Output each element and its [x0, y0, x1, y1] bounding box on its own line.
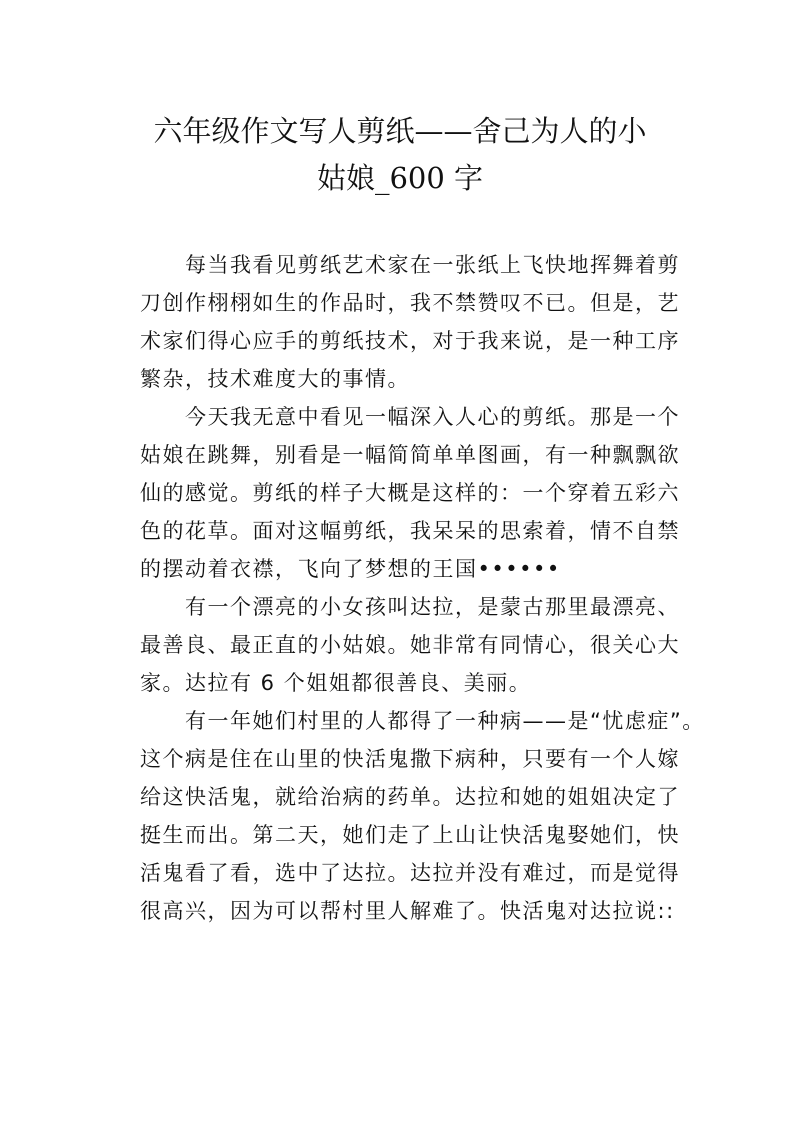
paragraph-4-line-2: 这个病是住在山里的快活鬼撒下病种，只要有一个人嫁	[140, 747, 680, 771]
document-title	[120, 108, 680, 202]
paragraph-4-line-4: 挺生而出。第二天，她们走了上山让快活鬼娶她们，快	[140, 823, 680, 847]
paragraph-2-line-2: 姑娘在跳舞，别看是一幅简简单单图画，有一种飘飘欲	[140, 443, 680, 467]
paragraph-2-line-4: 色的花草。面对这幅剪纸，我呆呆的思索着，情不自禁	[140, 519, 680, 543]
paragraph-1-line-2: 刀创作栩栩如生的作品时，我不禁赞叹不已。但是，艺	[140, 291, 680, 315]
paragraph-4-line-3: 给这快活鬼，就给治病的药单。达拉和她的姐姐决定了	[140, 785, 680, 809]
paragraph-3-line-2: 最善良、最正直的小姑娘。她非常有同情心，很关心大	[140, 633, 680, 657]
paragraph-4-line-1: 有一年她们村里的人都得了一种病——是“忧虑症”。	[185, 709, 705, 733]
paragraph-1-line-1: 每当我看见剪纸艺术家在一张纸上飞快地挥舞着剪	[185, 253, 680, 277]
title-line-2: 姑娘_600 字	[316, 161, 484, 195]
document-body	[140, 246, 705, 930]
paragraph-2-line-1: 今天我无意中看见一幅深入人心的剪纸。那是一个	[185, 405, 680, 429]
paragraph-3-line-3: 家。达拉有 6 个姐姐都很善良、美丽。	[140, 671, 532, 695]
paragraph-1-line-3: 术家们得心应手的剪纸技术，对于我来说，是一种工序	[140, 329, 680, 353]
paragraph-4-line-6: 很高兴，因为可以帮村里人解难了。快活鬼对达拉说::	[140, 899, 675, 923]
paragraph-2-line-3: 仙的感觉。剪纸的样子大概是这样的：一个穿着五彩六	[140, 481, 680, 505]
paragraph-1-line-4: 繁杂，技术难度大的事情。	[140, 367, 410, 391]
title-line-1: 六年级作文写人剪纸——舍己为人的小	[153, 114, 647, 148]
paragraph-2-line-5: 的摆动着衣襟，飞向了梦想的王国••••••	[140, 557, 561, 581]
paragraph-4-line-5: 活鬼看了看，选中了达拉。达拉并没有难过，而是觉得	[140, 861, 680, 885]
paragraph-3-line-1: 有一个漂亮的小女孩叫达拉，是蒙古那里最漂亮、	[185, 595, 680, 619]
